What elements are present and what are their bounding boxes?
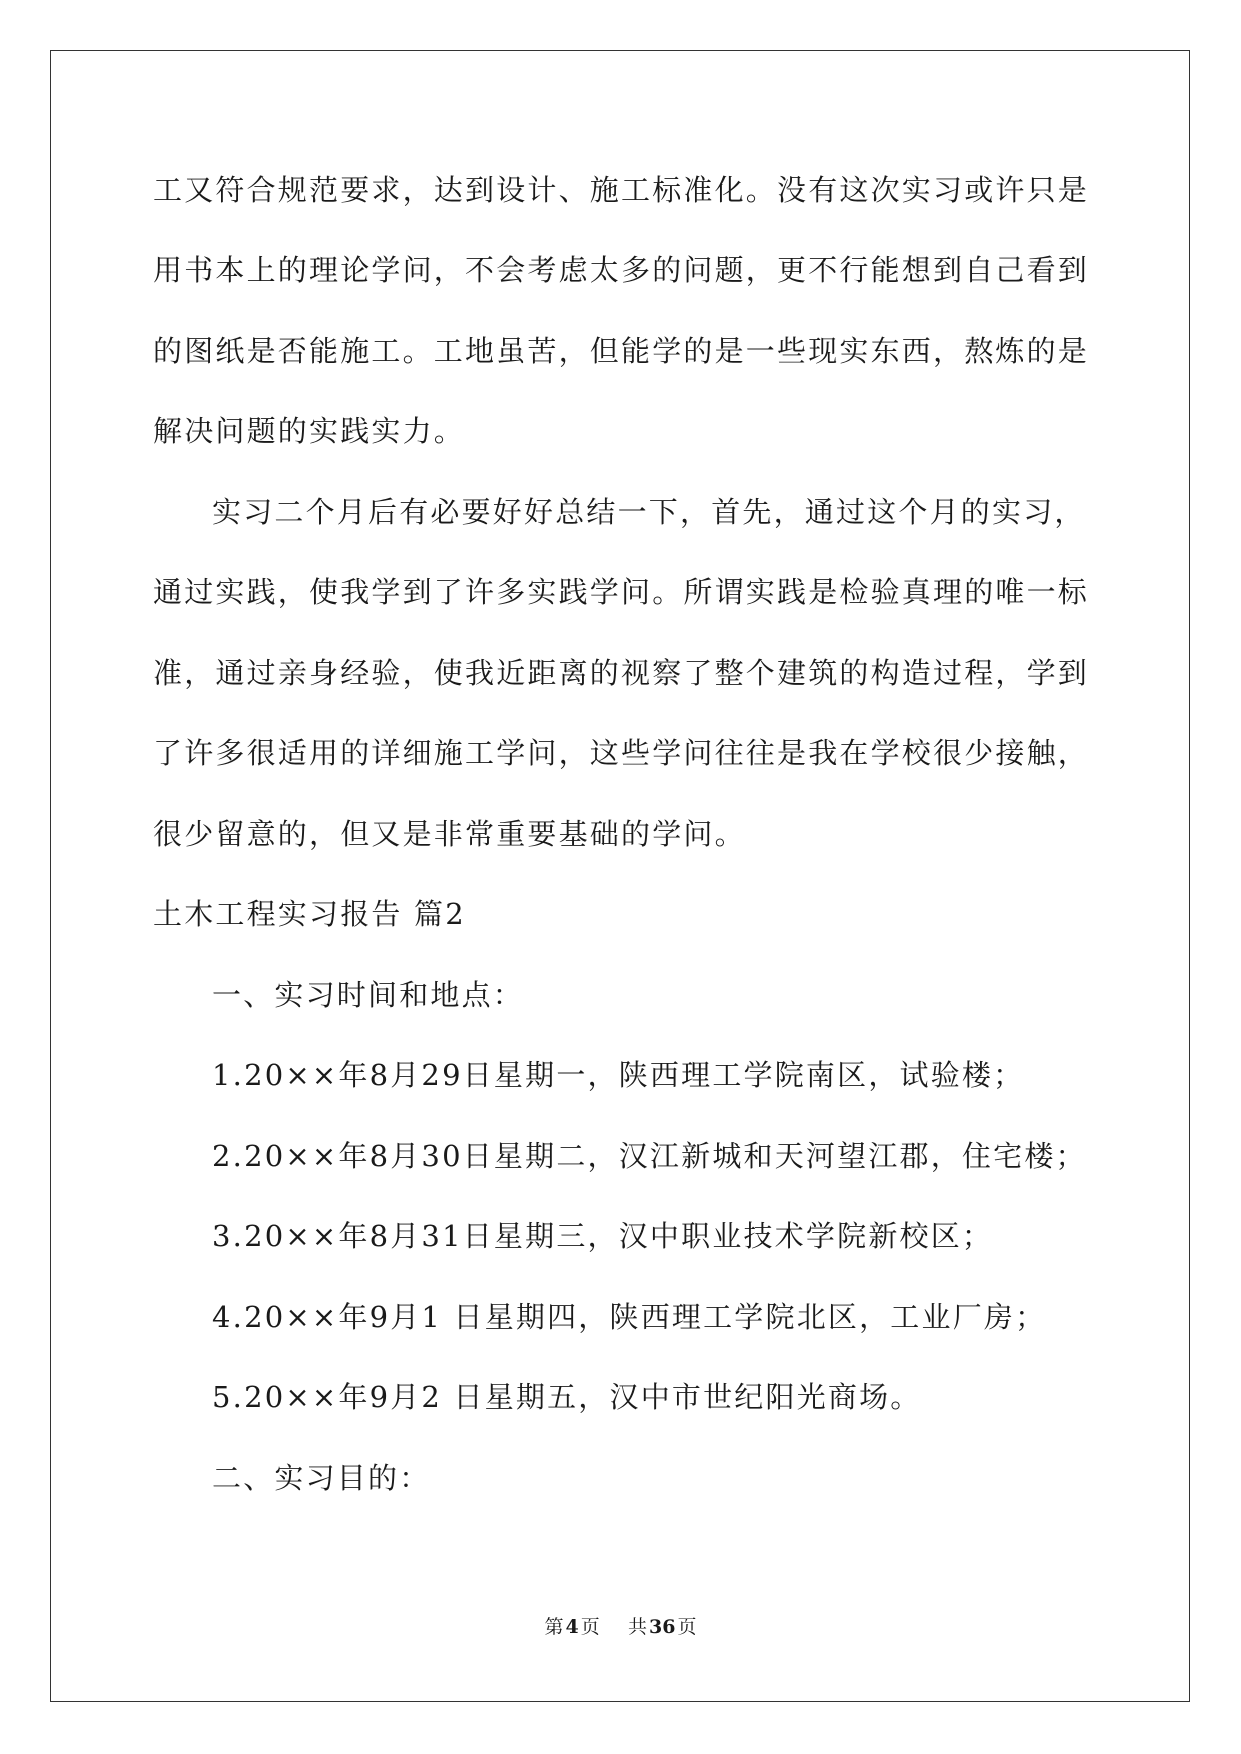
body-line-1: 工又符合规范要求，达到设计、施工标准化。没有这次实习或许只是	[153, 173, 1090, 207]
body-line-8: 了许多很适用的详细施工学问，这些学问往往是我在学校很少接触，	[153, 736, 1090, 770]
body-line-4: 解决问题的实践实力。	[153, 414, 466, 448]
page-prefix: 第	[544, 1616, 564, 1638]
total-pages: 36	[648, 1616, 676, 1638]
list-item-3: 3.20××年8月31日星期三，汉中职业技术学院新校区；	[212, 1219, 994, 1253]
page-number: 4	[565, 1616, 579, 1638]
section-heading: 土木工程实习报告 篇2	[153, 897, 466, 931]
list-item-2: 2.20××年8月30日星期二，汉江新城和天河望江郡，住宅楼；	[212, 1139, 1087, 1173]
body-line-6: 通过实践，使我学到了许多实践学问。所谓实践是检验真理的唯一标	[153, 575, 1090, 609]
subheading-time-place: 一、实习时间和地点：	[212, 978, 525, 1012]
total-prefix: 共	[627, 1616, 647, 1638]
body-line-9: 很少留意的，但又是非常重要基础的学问。	[153, 817, 746, 851]
list-item-1: 1.20××年8月29日星期一，陕西理工学院南区，试验楼；	[212, 1058, 1025, 1092]
body-line-5: 实习二个月后有必要好好总结一下，首先，通过这个月的实习，	[212, 495, 1086, 529]
total-suffix: 页	[677, 1616, 697, 1638]
list-item-4: 4.20××年9月1 日星期四，陕西理工学院北区，工业厂房；	[212, 1300, 1047, 1334]
subheading-purpose: 二、实习目的：	[212, 1461, 431, 1495]
body-line-7: 准，通过亲身经验，使我近距离的视察了整个建筑的构造过程，学到	[153, 656, 1090, 690]
page-suffix: 页	[580, 1616, 600, 1638]
page-footer	[0, 1612, 1241, 1639]
list-item-5: 5.20××年9月2 日星期五，汉中市世纪阳光商场。	[212, 1380, 922, 1414]
body-line-3: 的图纸是否能施工。工地虽苦，但能学的是一些现实东西，熬炼的是	[153, 334, 1090, 368]
page-frame	[50, 50, 1190, 1702]
body-line-2: 用书本上的理论学问，不会考虑太多的问题，更不行能想到自己看到	[153, 253, 1090, 287]
